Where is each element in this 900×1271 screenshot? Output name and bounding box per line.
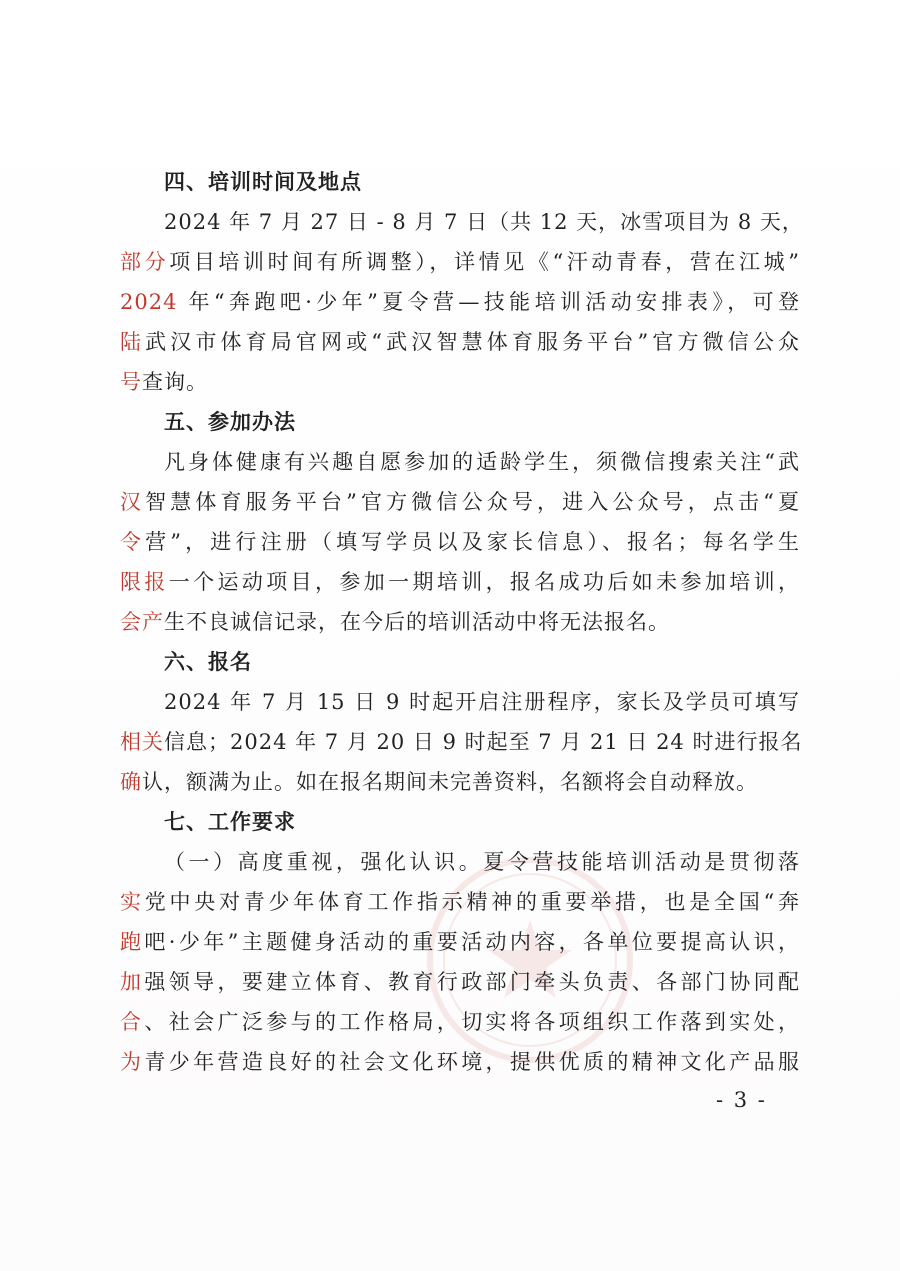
paragraph-line: 2024 年“奔跑吧·少年”夏令营—技能培训活动安排表》，可登 xyxy=(120,290,800,314)
paragraph-line: 部分项目培训时间有所调整），详情见《“汗动青春，营在江城” xyxy=(120,250,800,274)
paragraph-line: 令营”，进行注册（填写学员以及家长信息）、报名；每名学生 xyxy=(120,530,801,554)
paragraph-line: 合、社会广泛参与的工作格局，切实将各项组织工作落到实处， xyxy=(120,1010,801,1034)
paragraph-line: 陆武汉市体育局官网或“武汉智慧体育服务平台”官方微信公众 xyxy=(120,330,800,354)
paragraph-line: 2024 年 7 月 15 日 9 时起开启注册程序，家长及学员可填写 xyxy=(164,690,800,714)
section-heading: 七、工作要求 xyxy=(164,810,296,834)
paragraph-line: 限报一个运动项目，参加一期培训，报名成功后如未参加培训， xyxy=(120,570,801,594)
paragraph-line: 2024 年 7 月 27 日 - 8 月 7 日（共 12 天，冰雪项目为 8 天， xyxy=(164,210,804,234)
page-number: - 3 - xyxy=(716,1088,767,1112)
section-participation-method xyxy=(120,402,800,642)
paragraph-line: （一）高度重视，强化认识。夏令营技能培训活动是贯彻落 xyxy=(164,850,800,874)
paragraph-line: 会产生不良诚信记录，在今后的培训活动中将无法报名。 xyxy=(120,610,670,634)
paragraph-line: 汉智慧体育服务平台”官方微信公众号，进入公众号，点击“夏 xyxy=(120,490,800,514)
section-registration xyxy=(120,642,803,802)
paragraph-line: 跑吧·少年”主题健身活动的重要活动内容，各单位要提高认识， xyxy=(120,930,800,954)
section-heading: 四、培训时间及地点 xyxy=(164,170,362,194)
paragraph-line: 实党中央对青少年体育工作指示精神的重要举措，也是全国“奔 xyxy=(120,890,801,914)
section-heading: 五、参加办法 xyxy=(164,410,296,434)
section-heading: 六、报名 xyxy=(164,650,252,674)
paragraph-line: 确认，额满为止。如在报名期间未完善资料，名额将会自动释放。 xyxy=(120,770,758,794)
paragraph-line: 号查询。 xyxy=(120,370,208,394)
paragraph-line: 凡身体健康有兴趣自愿参加的适龄学生，须微信搜索关注“武 xyxy=(164,450,800,474)
section-work-requirements xyxy=(120,802,800,1082)
paragraph-line: 为青少年营造良好的社会文化环境，提供优质的精神文化产品服 xyxy=(120,1050,801,1074)
paragraph-line: 相关信息；2024 年 7 月 20 日 9 时起至 7 月 21 日 24 时进行报名 xyxy=(120,730,803,754)
paragraph-line: 加强领导，要建立体育、教育行政部门牵头负责、各部门协同配 xyxy=(120,970,801,994)
section-training-time-place xyxy=(120,162,804,402)
